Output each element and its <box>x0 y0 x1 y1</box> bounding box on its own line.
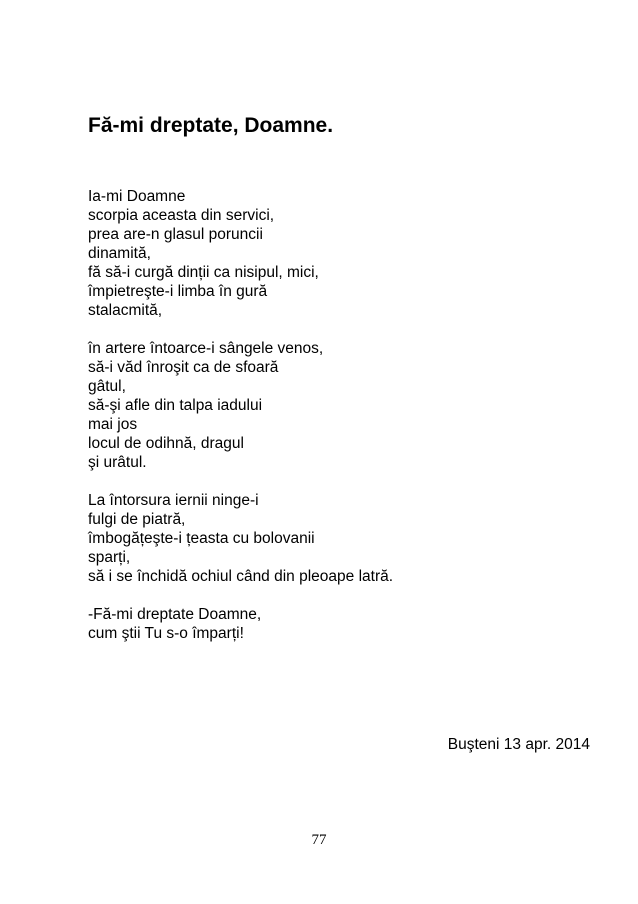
poem-line: în artere întoarce-i sângele venos, <box>88 340 324 357</box>
poem-line: locul de odihnă, dragul <box>88 435 244 452</box>
poem-line: mai jos <box>88 416 138 433</box>
poem-line: fulgi de piatră, <box>88 511 186 528</box>
poem-line: stalacmită, <box>88 302 163 319</box>
signature-place-date: Buşteni 13 apr. 2014 <box>447 736 590 753</box>
stanza <box>88 605 558 643</box>
poem-line: fă să-i curgă dinții ca nisipul, mici, <box>88 264 319 281</box>
poem-line: împietreşte-i limba în gură <box>88 283 268 300</box>
poem-body <box>88 187 558 662</box>
stanza <box>88 339 558 472</box>
poem-line: gâtul, <box>88 378 126 395</box>
poem-line: prea are-n glasul poruncii <box>88 226 263 243</box>
poem-line: şi urâtul. <box>88 454 147 471</box>
stanza <box>88 187 558 320</box>
page-number: 77 <box>311 832 327 848</box>
poem-line: scorpia aceasta din servici, <box>88 207 275 224</box>
poem-line: dinamită, <box>88 245 151 262</box>
poem-line: Ia-mi Doamne <box>88 188 186 205</box>
poem-line: să i se închidă ochiul când din pleoape latră. <box>88 568 394 585</box>
poem-line: cum ştii Tu s-o împarți! <box>88 625 244 642</box>
poem-line: îmbogățeşte-i țeasta cu bolovanii <box>88 530 315 547</box>
stanza <box>88 491 558 586</box>
poem-line: -Fă-mi dreptate Doamne, <box>88 606 262 623</box>
poem-line: sparți, <box>88 549 131 566</box>
poem-line: La întorsura iernii ninge-i <box>88 492 259 509</box>
poem-line: să-i văd înroşit ca de sfoară <box>88 359 279 376</box>
poem-line: să-şi afle din talpa iadului <box>88 397 263 414</box>
page-title: Fă-mi dreptate, Doamne. <box>88 114 334 137</box>
